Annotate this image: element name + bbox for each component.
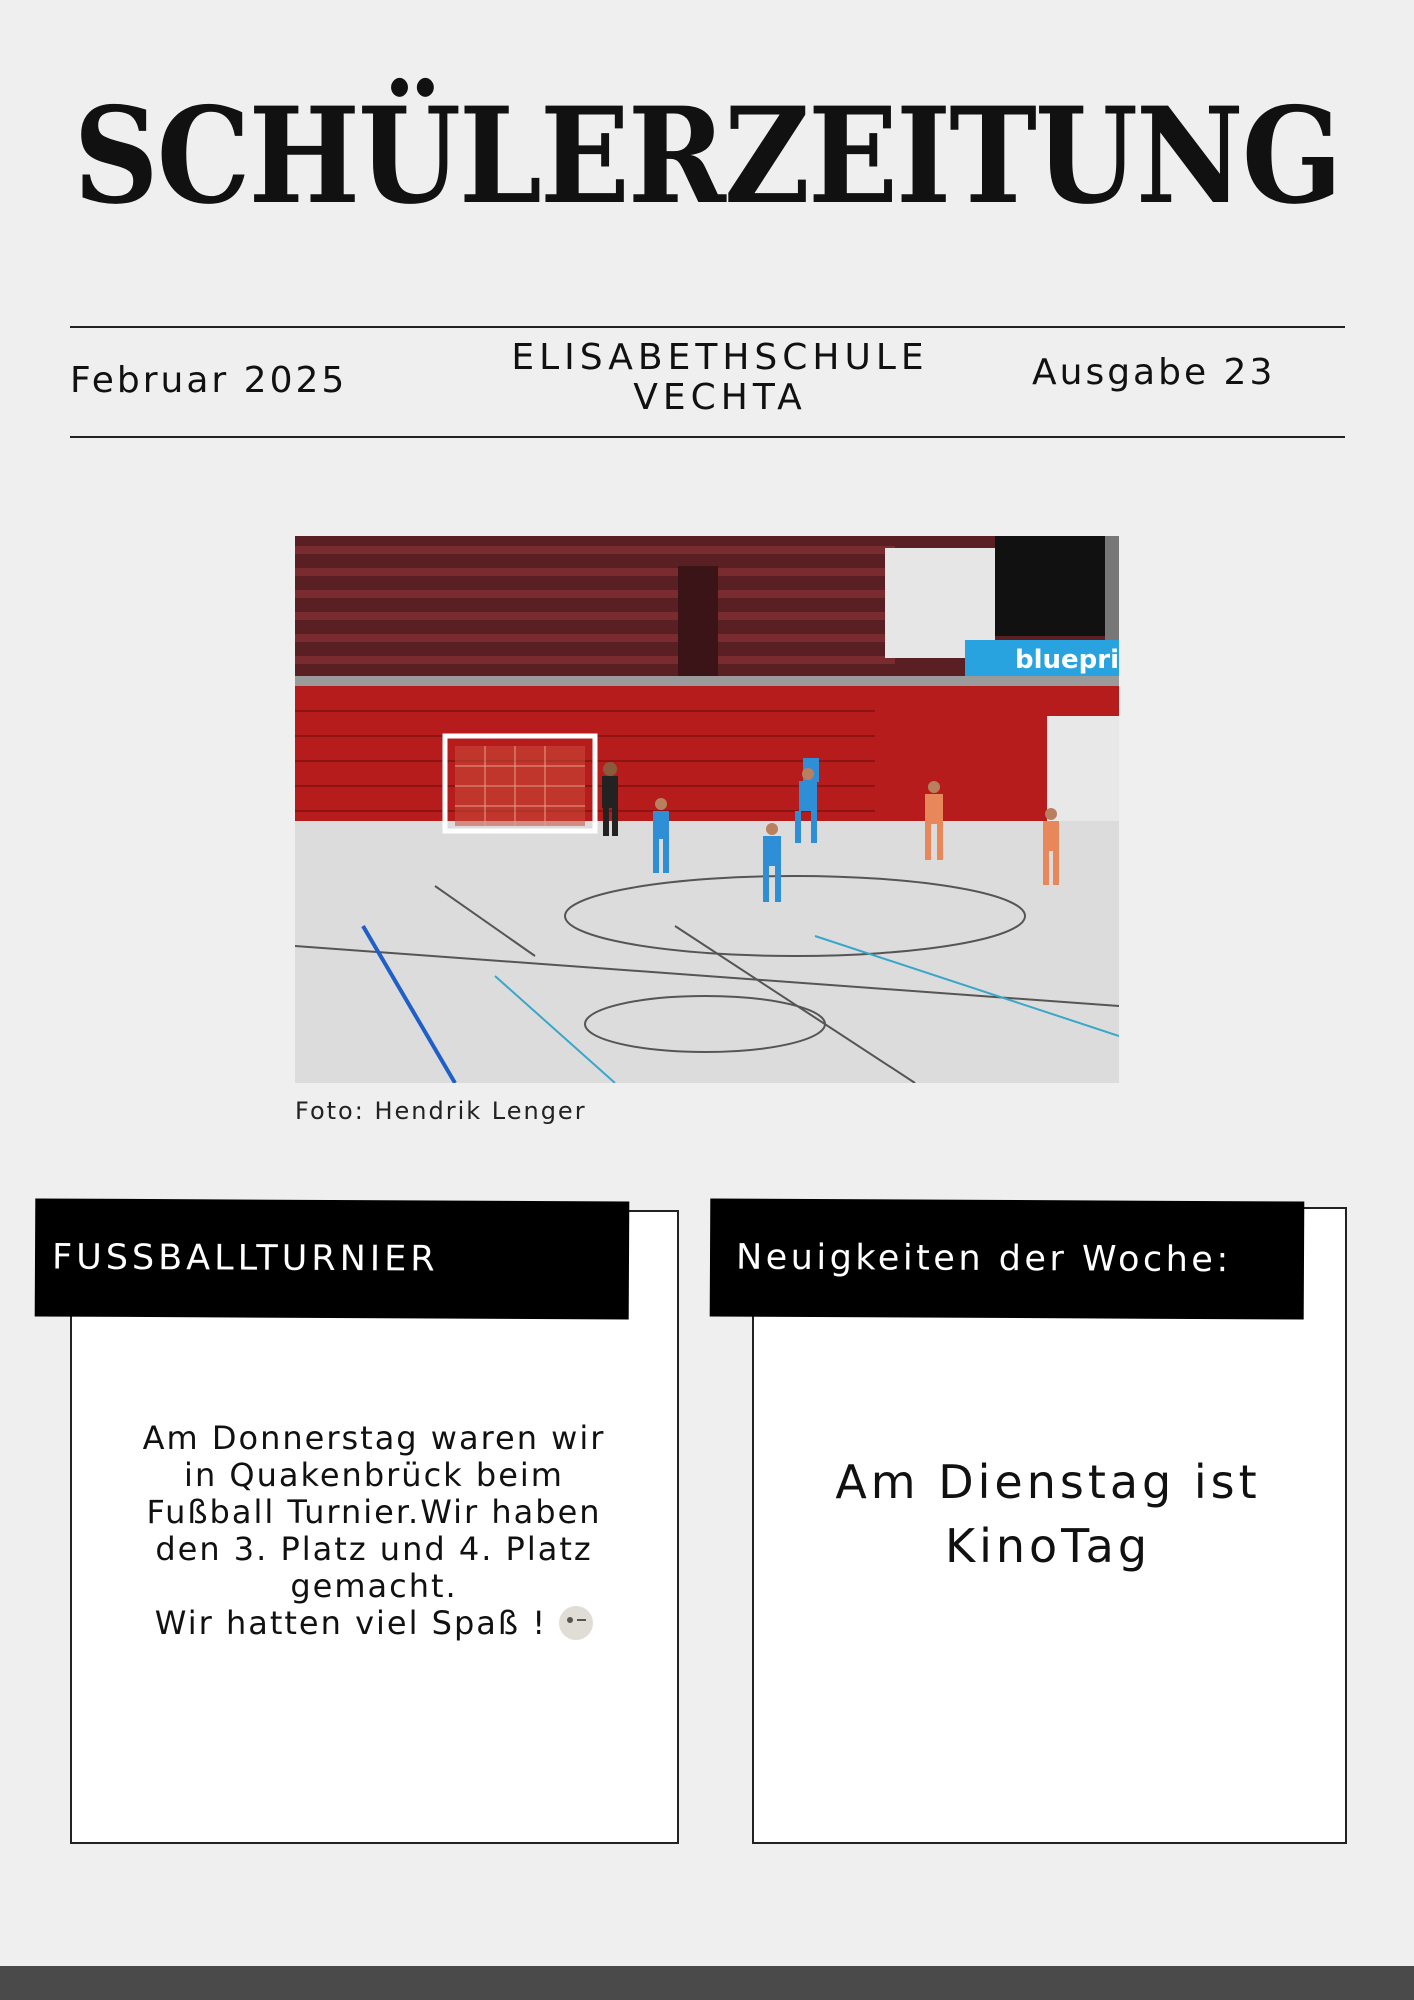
school-name-line1: ELISABETHSCHULE [511,337,929,378]
article-line: KinoTag [944,1519,1152,1573]
masthead-title: SCHÜLERZEITUNG [73,77,1341,234]
article-body-news [790,1450,1306,1578]
issue-number: Ausgabe 23 [1032,352,1276,393]
article-line-text: Wir hatten viel Spaß ! [154,1604,548,1642]
arena-banner-text: bluepri [1015,645,1119,675]
article-line: in Quakenbrück beim [184,1456,564,1494]
top-rule [70,326,1345,328]
futsal-photo [295,536,1119,1083]
article-line: Am Dienstag ist [835,1455,1261,1509]
bottom-rule [70,436,1345,438]
article-line: Am Donnerstag waren wir [142,1419,606,1457]
article-heading-news: Neuigkeiten der Woche: [710,1198,1305,1319]
footer-bar [0,1966,1414,2000]
article-heading-tournament: FUSSBALLTURNIER [35,1198,630,1319]
photo-caption: Foto: Hendrik Lenger [295,1097,587,1125]
article-line: Fußball Turnier.Wir haben [146,1493,602,1531]
issue-date: Februar 2025 [70,360,348,401]
school-name [470,338,970,418]
article-line: den 3. Platz und 4. Platz [155,1530,593,1568]
winking-face-icon [559,1606,593,1640]
article-line [100,1605,648,1642]
article-body-tournament [100,1420,648,1642]
school-name-line2: VECHTA [633,377,807,418]
article-line: gemacht. [290,1567,458,1605]
